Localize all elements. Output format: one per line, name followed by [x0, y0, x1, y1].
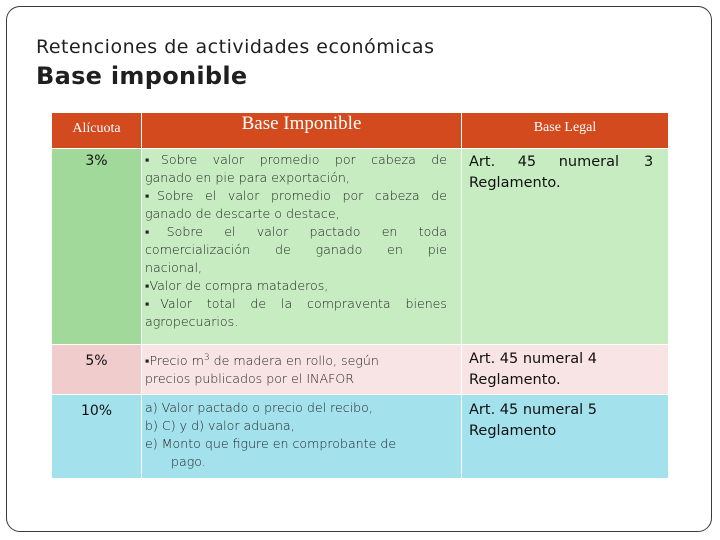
table-header-row	[52, 113, 669, 149]
base-cell	[142, 345, 462, 395]
base-text: ▪Precio m	[145, 353, 204, 369]
rate-cell: 3%	[52, 149, 142, 345]
base-text-line: ▪Valor de compra mataderos,	[145, 278, 329, 293]
legal-text-line: Reglamento	[469, 423, 557, 439]
base-text-line: ▪Sobre valor promedio por cabeza de	[145, 152, 447, 167]
slide-title: Base imponible	[36, 62, 248, 90]
legal-cell	[462, 149, 669, 345]
base-superscript: 3	[203, 353, 210, 363]
base-text-line: ▪Sobre el valor pactado en toda	[145, 224, 447, 239]
rate-cell: 10%	[52, 395, 142, 479]
column-header-base-legal: Base Legal	[462, 113, 669, 149]
base-text-line: nacional,	[145, 260, 203, 275]
legal-number: 3	[644, 154, 654, 170]
legal-cell	[462, 345, 669, 395]
legal-text-line: Art. 45 numeral 5	[469, 402, 597, 418]
table-row	[52, 149, 669, 345]
base-text-line: e) Monto que figure en comprobante de	[145, 436, 397, 451]
base-text-line: agropecuarios.	[145, 314, 239, 329]
table-row	[52, 395, 669, 479]
base-text-line: b) C) y d) valor aduana,	[145, 418, 295, 433]
column-header-base-imponible: Base Imponible	[142, 113, 462, 149]
base-text-line: precios publicados por el INAFOR	[145, 371, 354, 387]
base-text-line: pago.	[171, 454, 206, 469]
legal-text-line: Reglamento.	[469, 372, 561, 388]
base-text-line: ▪Valor total de la compraventa bienes	[145, 296, 447, 311]
base-text-line: ▪Sobre el valor promedio por cabeza de	[145, 188, 447, 203]
legal-text-line: Art. 45 numeral 4	[469, 351, 597, 367]
retention-table	[51, 112, 669, 479]
legal-cell	[462, 395, 669, 479]
table-row	[52, 345, 669, 395]
column-header-alicuota: Alícuota	[52, 113, 142, 149]
base-cell	[142, 149, 462, 345]
base-text-line: ganado en pie para exportación,	[145, 170, 350, 185]
base-text: de madera en rollo, según	[209, 353, 379, 369]
base-text-line: ganado de descarte o destace,	[145, 206, 340, 221]
slide-subtitle: Retenciones de actividades económicas	[36, 36, 435, 58]
base-text-line: comercialización de ganado en pie	[145, 242, 447, 257]
base-cell	[142, 395, 462, 479]
rate-cell: 5%	[52, 345, 142, 395]
legal-text-line: Reglamento.	[469, 175, 561, 191]
base-text-line: a) Valor pactado o precio del recibo,	[145, 400, 373, 415]
legal-text-line: Art. 45 numeral	[469, 154, 619, 170]
